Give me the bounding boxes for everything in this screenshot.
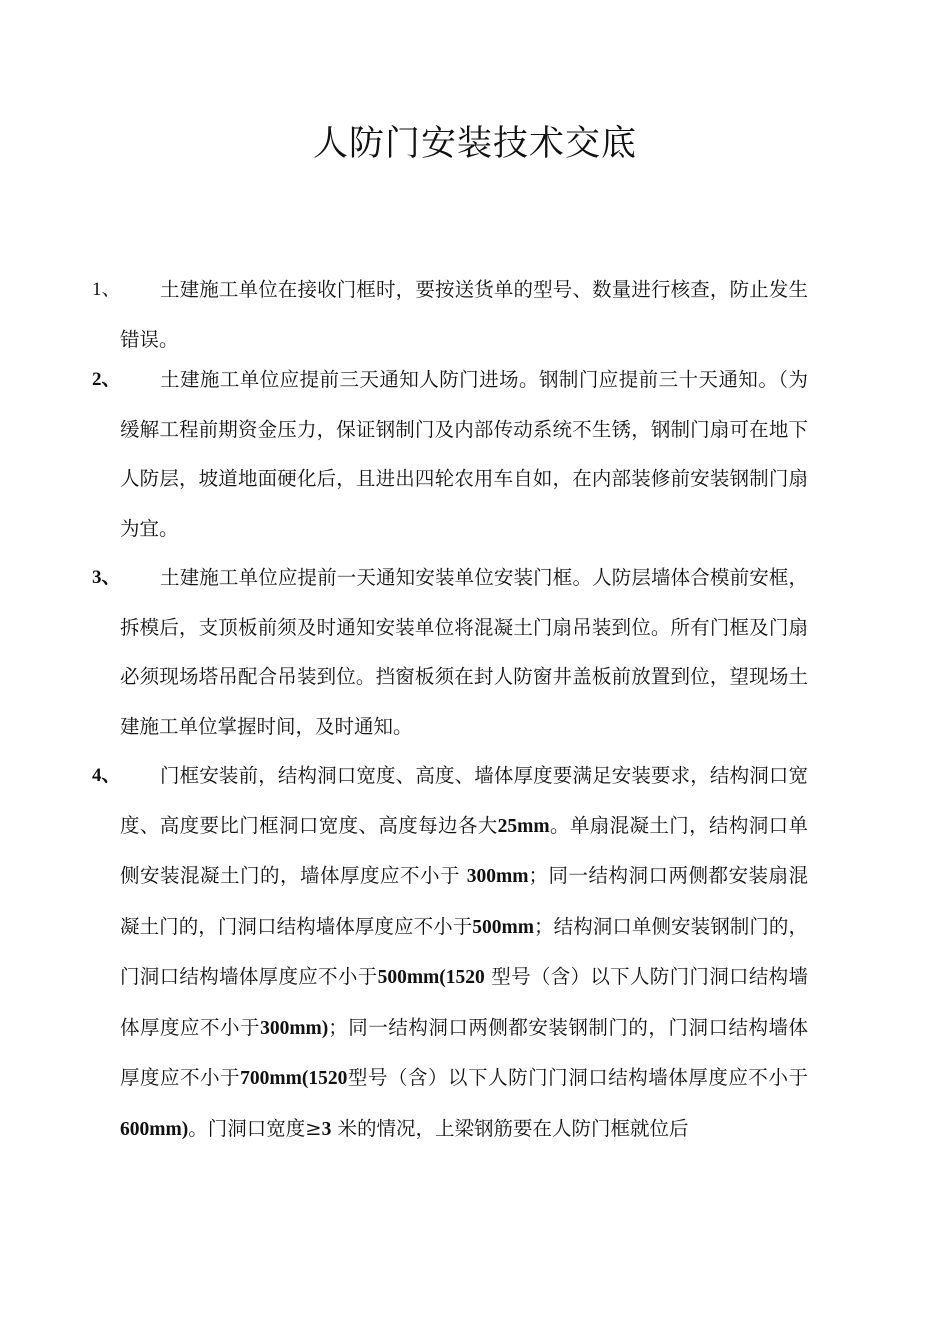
item-number: 4、 xyxy=(92,765,121,786)
item-text: 土建施工单位应提前一天通知安装单位安装门框。人防层墙体合模前安框，拆模后，支顶板前须及时通知安装单位将混凝土门扇吊装到位。所有门框及门扇必须现场塔吊配合吊装到位。挡窗板须在封人防窗井盖板前放置到位，望现场土建施工单位掌握时间，及时通知。 xyxy=(120,566,808,738)
list-item-3 xyxy=(92,553,822,751)
list-item-1 xyxy=(92,265,822,364)
list-item-2 xyxy=(92,355,822,553)
item-number: 2、 xyxy=(92,369,121,390)
item-number: 1、 xyxy=(92,279,121,300)
item-text: 土建施工单位应提前三天通知人防门进场。钢制门应提前三十天通知。（为缓解工程前期资金压力，保证钢制门及内部传动系统不生锈，钢制门扇可在地下人防层，坡道地面硬化后，且进出四轮农用车自如，在内部装修前安装钢制门扇为宜。 xyxy=(120,368,808,540)
document-title: 人防门安装技术交底 xyxy=(312,124,637,164)
item-text: 门框安装前，结构洞口宽度、高度、墙体厚度要满足安装要求，结构洞口宽度、高度要比门框洞口宽度、高度每边各大25mm。单扇混凝土门，结构洞口单侧安装混凝土门的，墙体厚度应不小于 300mm；同一结构洞口两侧都安装扇混凝土门的，门洞口结构墙体厚度应不小于500mm；结构洞口单侧安装钢制门的，门洞口结构墙体厚度应不小于500mm(1520 型号（含）以下人防门门洞口结构墙体厚度应不小于300mm)；同一结构洞口两侧都安装钢制门的，门洞口结构墙体厚度应不小于700mm(1520型号（含）以下人防门门洞口结构墙体厚度应不小于 600mm)。门洞口宽度≥3 米的情况，上梁钢筋要在人防门框就位后 xyxy=(120,764,808,1140)
item-text: 土建施工单位在接收门框时，要按送货单的型号、数量进行核查，防止发生错误。 xyxy=(120,278,808,351)
item-number: 3、 xyxy=(92,567,121,588)
list-item-4 xyxy=(92,751,822,1154)
